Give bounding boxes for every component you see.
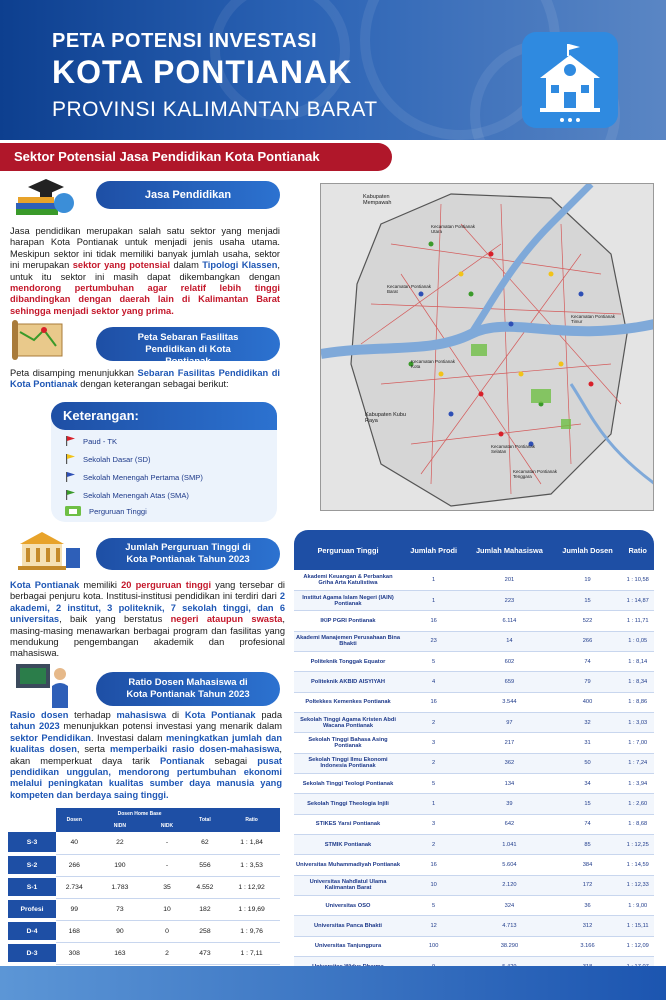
col-total: Total [187,808,224,832]
col-ratio: Ratio [223,808,280,832]
cell-value: 384 [554,855,622,875]
school-icon [520,30,620,130]
legend-title: Keterangan: [51,402,277,430]
col-jumlah-prodi: Jumlah Prodi [402,530,465,570]
cell-value: 97 [465,712,553,732]
col-jumlah-mahasiswa: Jumlah Mahasiswa [465,530,553,570]
cell-value: 1 : 8,68 [621,814,654,834]
table-row [294,773,654,793]
cell-total: 258 [187,920,224,942]
cell-institution: STMIK Pontianak [294,834,402,854]
cell-institution: Universitas Tanjungpura [294,936,402,956]
cell-value: 1 : 14,59 [621,855,654,875]
cell-value: 12 [402,916,465,936]
cell-value: 15 [554,590,622,610]
cell-ratio: 1 : 9,76 [223,920,280,942]
cell-value: 5 [402,651,465,671]
page-title: KOTA PONTIANAK [52,54,353,90]
map-label-mempawah: Kabupaten Mempawah [363,194,392,206]
cell-value: 1 [402,570,465,590]
cell-ratio: 1 : 1,84 [223,832,280,854]
cell-value: 602 [465,651,553,671]
cell-level: S-2 [8,854,56,876]
map-label-kubu-raya: Kabupaten Kubu Raya [365,412,406,424]
cell-nidn: 1.783 [93,876,148,898]
cell-value: 19 [554,570,622,590]
map-label-barat: Kecamatan Pontianak Barat [387,284,432,294]
table-row [8,854,280,876]
map-scroll-icon [10,318,68,362]
cell-institution: Universitas Panca Bhakti [294,916,402,936]
cell-value: 223 [465,590,553,610]
table-row [294,875,654,895]
table-row [294,570,654,590]
cell-institution: Institut Agama Islam Negeri (IAIN) Pontianak [294,590,402,610]
cell-value: 15 [554,794,622,814]
cell-dosen: 2.734 [56,876,93,898]
cell-level: Profesi [8,898,56,920]
cell-value: 16 [402,855,465,875]
section-title-ratio: Ratio Dosen Mahasiswa di Kota Pontianak Tahun 2023 [96,672,280,706]
map-label-tenggara: Kecamatan Pontianak Tenggara [513,469,558,479]
cell-value: 172 [554,875,622,895]
table-row [294,936,654,956]
cell-nidn: 163 [93,942,148,964]
cell-value: 79 [554,672,622,692]
col-ratio-pt: Ratio [621,530,654,570]
cell-dosen: 266 [56,854,93,876]
cell-value: 312 [554,916,622,936]
cell-ratio: 1 : 7,11 [223,942,280,964]
cell-total: 182 [187,898,224,920]
cell-nidk: 2 [147,942,186,964]
cell-dosen: 168 [56,920,93,942]
cell-nidk: - [147,854,186,876]
cell-institution: Sekolah Tinggi Agama Kristen Abdi Wacana Pontianak [294,712,402,732]
table-row [8,898,280,920]
cell-institution: Universitas OSO [294,896,402,916]
map-label-kota: Kecamatan Pontianak Kota [411,359,456,369]
cell-value: 85 [554,834,622,854]
cell-value: 3 [402,733,465,753]
cell-value: 5 [402,773,465,793]
legend-item-sd: Sekolah Dasar (SD) [65,454,151,464]
header-subtitle: PETA POTENSI INVESTASI [52,30,318,52]
cell-value: 38.290 [465,936,553,956]
col-perguruan-tinggi: Perguruan Tinggi [294,530,402,570]
table-row [294,733,654,753]
cell-institution: Universitas Muhammadiyah Pontianak [294,855,402,875]
cell-value: 1 : 3,94 [621,773,654,793]
cell-value: 1 : 11,71 [621,611,654,631]
cell-value: 362 [465,753,553,773]
legend-item-pt: Perguruan Tinggi [65,506,147,516]
cell-institution: Sekolah Tinggi Bahasa Asing Pontianak [294,733,402,753]
cell-institution: Sekolah Tinggi Ilmu Ekonomi Indonesia Pontianak [294,753,402,773]
col-jumlah-dosen: Jumlah Dosen [554,530,622,570]
province-title: PROVINSI KALIMANTAN BARAT [52,98,378,121]
cell-value: 1 : 15,11 [621,916,654,936]
graduation-books-icon [12,175,82,217]
cell-institution: Universitas Nahdlatul Ulama Kalimantan Barat [294,875,402,895]
cell-level: D-4 [8,920,56,942]
table-row [294,611,654,631]
cell-value: 2 [402,753,465,773]
green-flag-icon [65,490,75,500]
cell-value: 1 : 3,03 [621,712,654,732]
red-flag-icon [65,436,75,446]
cell-value: 34 [554,773,622,793]
cell-value: 23 [402,631,465,651]
cell-value: 659 [465,672,553,692]
section-title-jumlah-pt: Jumlah Perguruan Tinggi di Kota Pontianak Tahun 2023 [96,538,280,570]
table-row [294,590,654,610]
header [0,0,666,140]
cell-value: 3.166 [554,936,622,956]
education-facility-map[interactable] [320,183,654,511]
university-building-icon [12,530,84,572]
cell-nidn: 90 [93,920,148,942]
cell-value: 1 : 10,58 [621,570,654,590]
cell-value: 1 : 12,25 [621,834,654,854]
teacher-icon [14,660,74,708]
col-nidn: NIDN [93,820,148,832]
cell-value: 642 [465,814,553,834]
table-row [294,794,654,814]
cell-nidk: 0 [147,920,186,942]
ratio-paragraph: Rasio dosen terhadap mahasiswa di Kota Pontianak pada tahun 2023 menunjukkan potensi investasi yang menarik dalam sektor Pendidikan. Investasi dalam meningkatkan jumlah dan kualitas dosen, serta memperbaiki rasio dosen-mahasiswa, akan memperkuat daya tarik Pontianak sebagai pusat pendidikan unggulan, mendorong pertumbuhan ekonomi melalui peningkatan kualitas sumber daya manusia yang kompeten dan berdaya saing tinggi. [10,710,282,800]
cell-value: 74 [554,814,622,834]
cell-value: 3 [402,814,465,834]
cell-value: 1 : 12,09 [621,936,654,956]
table-row [294,631,654,651]
cell-value: 3.544 [465,692,553,712]
table-row [294,692,654,712]
cell-institution: Sekolah Tinggi Teologi Pontianak [294,773,402,793]
cell-total: 473 [187,942,224,964]
table-row [294,814,654,834]
table-row [8,876,280,898]
cell-value: 201 [465,570,553,590]
section-title-jasa-pendidikan: Jasa Pendidikan [96,181,280,209]
cell-value: 31 [554,733,622,753]
cell-value: 74 [554,651,622,671]
cell-value: 324 [465,896,553,916]
cell-value: 2 [402,834,465,854]
legend-box [51,402,277,522]
cell-value: 1 : 8,14 [621,651,654,671]
cell-value: 1 [402,590,465,610]
cell-value: 1 : 7,24 [621,753,654,773]
cell-dosen: 40 [56,832,93,854]
yellow-flag-icon [65,454,75,464]
cell-value: 14 [465,631,553,651]
sector-banner: Sektor Potensial Jasa Pendidikan Kota Pontianak [0,143,392,171]
map-label-timur: Kecamatan Pontianak Timur [571,314,616,324]
table-row [294,672,654,692]
intro-paragraph: Jasa pendidikan merupakan salah satu sektor yang menjadi harapan Kota Pontianak untuk menjadi jenis usaha utama. Meskipun sektor ini tidak memiliki banyak jumlah usaha, sektor ini merupakan sektor yang potensial dalam Tipologi Klassen, untuk itu sektor ini masih dapat dikembangkan dengan mendorong pertumbuhan agar relatif lebih tinggi dibandingkan dengan daerah lain di Kalimantan Barat sehingga menjadi sektor yang prima. [10,226,280,316]
cell-value: 1.041 [465,834,553,854]
cell-value: 1 : 8,86 [621,692,654,712]
cell-nidn: 73 [93,898,148,920]
cell-value: 16 [402,692,465,712]
map-canvas [321,184,654,511]
map-label-selatan: Kecamatan Pontianak Selatan [491,444,536,454]
cell-total: 556 [187,854,224,876]
cell-institution: Politeknik AKBID AISYIYAH [294,672,402,692]
cell-value: 4 [402,672,465,692]
table-row [294,896,654,916]
cell-value: 50 [554,753,622,773]
blue-flag-icon [65,472,75,482]
cell-nidk: - [147,832,186,854]
table-row [294,753,654,773]
cell-ratio: 1 : 12,92 [223,876,280,898]
section-title-peta-sebaran: Peta Sebaran Fasilitas Pendidikan di Kota Pontianak [96,327,280,361]
legend-item-sma: Sekolah Menengah Atas (SMA) [65,490,189,500]
cell-value: 100 [402,936,465,956]
cell-value: 134 [465,773,553,793]
cell-value: 5.604 [465,855,553,875]
cell-value: 1 : 9,00 [621,896,654,916]
legend-item-paud: Paud - TK [65,436,117,446]
col-home-base: Dosen Home Base [93,808,187,820]
cell-value: 266 [554,631,622,651]
legend-item-smp: Sekolah Menengah Pertama (SMP) [65,472,203,482]
cell-ratio: 1 : 3,53 [223,854,280,876]
table-row [294,712,654,732]
cell-value: 10 [402,875,465,895]
table-row [8,942,280,964]
cell-value: 400 [554,692,622,712]
footer-bar [0,966,666,1000]
cell-value: 1 : 8,34 [621,672,654,692]
university-icon [65,506,81,516]
cell-nidn: 22 [93,832,148,854]
ratio-table [8,808,280,966]
cell-nidk: 35 [147,876,186,898]
cell-value: 1 : 12,33 [621,875,654,895]
cell-value: 217 [465,733,553,753]
cell-total: 62 [187,832,224,854]
table-row [8,920,280,942]
cell-value: 32 [554,712,622,732]
cell-level: S-3 [8,832,56,854]
cell-ratio: 1 : 19,69 [223,898,280,920]
pt-paragraph: Kota Pontianak memiliki 20 perguruan tinggi yang tersebar di berbagai penjuru kota. Institusi-institusi pendidikan ini terdiri dari 2 akademi, 2 institut, 3 politeknik, 7 sekolah tinggi, dan 6 universitas, baik yang berstatus negeri ataupun swasta, masing-masing menawarkan berbagai program dan fasilitas yang mendukung pengembangan akademik dan profesional mahasiswa. [10,580,285,659]
cell-value: 522 [554,611,622,631]
perguruan-tinggi-table [294,530,654,977]
cell-institution: Akademi Keuangan & Perbankan Griha Arta Katulistiwa [294,570,402,590]
cell-institution: IKIP PGRI Pontianak [294,611,402,631]
cell-dosen: 99 [56,898,93,920]
cell-value: 1 : 7,00 [621,733,654,753]
cell-value: 1 [402,794,465,814]
cell-value: 1 : 14,87 [621,590,654,610]
cell-institution: Akademi Manajemen Perusahaan Bina Bhakti [294,631,402,651]
cell-institution: Poltekkes Kemenkes Pontianak [294,692,402,712]
cell-value: 39 [465,794,553,814]
table-row [294,916,654,936]
cell-value: 5 [402,896,465,916]
cell-value: 1 : 2,60 [621,794,654,814]
table-row [8,832,280,854]
cell-value: 2.120 [465,875,553,895]
cell-nidn: 190 [93,854,148,876]
table-row [294,651,654,671]
cell-value: 1 : 0,05 [621,631,654,651]
col-dosen: Dosen [56,808,93,832]
cell-level: D-3 [8,942,56,964]
cell-value: 2 [402,712,465,732]
cell-nidk: 10 [147,898,186,920]
cell-value: 6.114 [465,611,553,631]
cell-institution: Sekolah Tinggi Theologia Injili [294,794,402,814]
cell-total: 4.552 [187,876,224,898]
table-row [294,834,654,854]
cell-value: 16 [402,611,465,631]
cell-dosen: 308 [56,942,93,964]
map-description: Peta disamping menunjukkan Sebaran Fasilitas Pendidikan di Kota Pontianak dengan keterangan sebagai berikut: [10,368,280,390]
table-row [294,855,654,875]
col-nidk: NIDK [147,820,186,832]
cell-value: 4.713 [465,916,553,936]
cell-institution: STIKES Yarsi Pontianak [294,814,402,834]
map-label-utara: Kecamatan Pontianak Utara [431,224,476,234]
cell-institution: Politeknik Tonggak Equator [294,651,402,671]
cell-value: 36 [554,896,622,916]
cell-level: S-1 [8,876,56,898]
